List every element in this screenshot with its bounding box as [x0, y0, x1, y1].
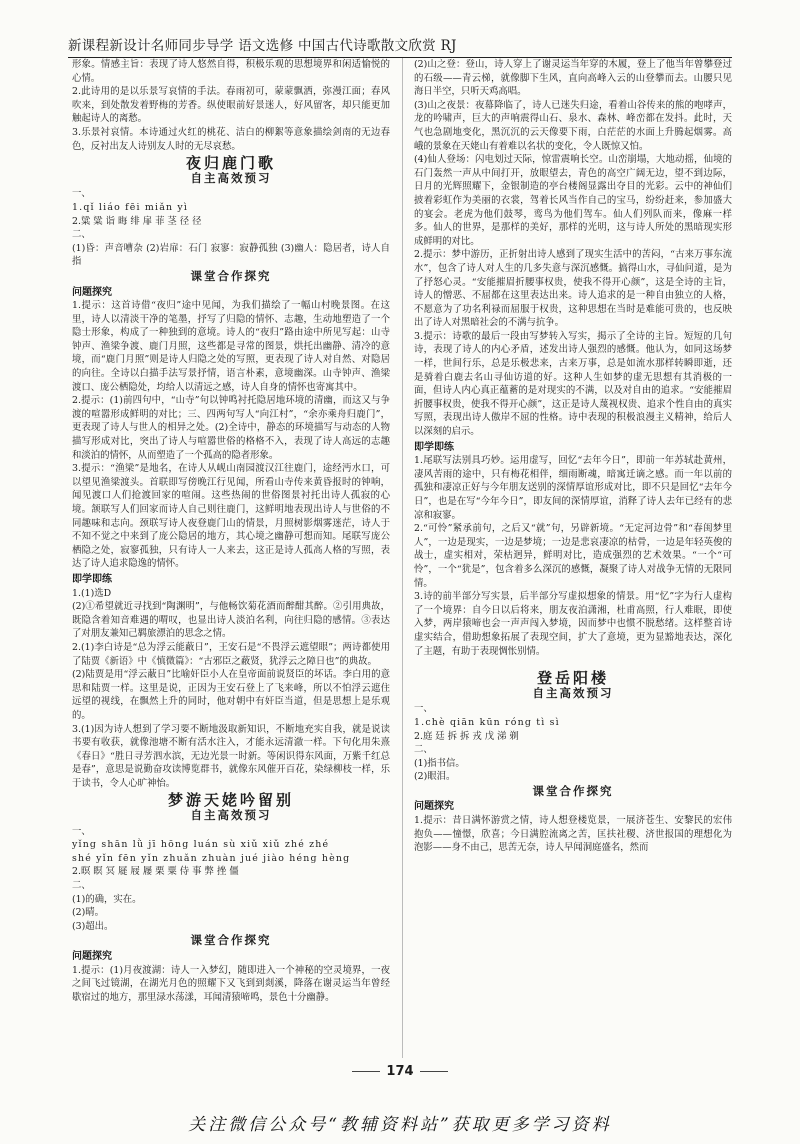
paragraph: 二、 — [72, 229, 91, 241]
page-number-text: 174 — [386, 1064, 414, 1079]
paragraph: 1.(1)选D — [72, 587, 112, 599]
question-heading: 问题探究 — [72, 286, 112, 298]
section-subtitle: 课堂合作探究 — [190, 933, 272, 948]
paragraph: 1.提示：(1)月夜渡湖：诗人一入梦幻，随即进入一个神秘的空灵境界，一夜之间飞过镜湖，在湖光月色的照耀下又飞到到剡溪，降落在谢灵运当年曾经歇宿过的地方，那里渌水荡漾，耳闻清猿啼鸣，景色十分幽静。 — [72, 964, 390, 1003]
paragraph: (3)超出。 — [72, 920, 114, 932]
paragraph: 2.“可怜”紧承前句，之后又“就”句，另辟新境。“无定河边骨”和“春闺梦里人”，一边是现实，一边是梦境；一边是悲哀凄凉的枯骨，一边是年轻英俊的战士，虚实相对，荣枯迥异，鲜明对比，造成强烈的艺术效果。“一个“可怜”，一个“犹是”，包含着多么深沉的感慨，凝聚了诗人对战争无情的无限同情。 — [414, 523, 732, 589]
page-header: 新课程新设计名师同步导学 语文选修 中国古代诗歌散文欣赏 RJ — [68, 34, 732, 58]
paragraph: 2.(1)李白诗是“总为浮云能蔽日”，王安石是“不畏浮云遮望眼”；两诗都使用了陆贾《新语》中《慎微篇》：“古邪臣之蔽贤，犹浮云之障日也”的典故。 — [72, 641, 390, 667]
page-number — [0, 1064, 800, 1079]
paragraph: 2.暝 瞑 冥 屣 屐 屦 栗 粟 侍 事 弊 挫 僵 — [72, 866, 239, 878]
paragraph: 2.庭 廷 拆 拆 戎 戊 涕 剃 — [414, 730, 519, 742]
drill-heading: 即学即练 — [72, 573, 112, 585]
paragraph: 3.(1)因为诗人想到了学习要不断地汲取新知识，不断地充实自我，就是说读书要有收获，就像池塘不断有活水注入，才能永远清澈一样。下句化用朱熹《春日》“胜日寻芳泗水滨，无边光景一时新。等闲识得东风面，万紫千红总是春”，意思是说勤奋攻读博览群书，就像东风催开百花，染绿柳枝一样，乐于读书，令人心旷神怡。 — [72, 723, 390, 789]
section-subtitle: 课堂合作探究 — [532, 783, 614, 798]
paragraph: 二、 — [414, 744, 433, 756]
paragraph: (1)指书信。 — [414, 757, 465, 769]
section-title: 夜归鹿门歌 — [185, 154, 276, 173]
paragraph: 形象。情感主旨：表现了诗人悠然自得，积极乐观的思想境界和闲适愉悦的心情。 — [72, 59, 390, 84]
pinyin-line: 1.qǐ liáo fēi miǎn yì — [72, 201, 189, 213]
paragraph: 一、 — [72, 188, 91, 200]
pinyin-line: shé yǐn fēn yǐn zhuǎn zhuàn jué jiào héng hèng — [72, 852, 351, 864]
question-heading: 问题探究 — [72, 951, 112, 962]
paragraph: 3.诗的前半部分写实景，后半部分写虚拟想象的情景。用“忆”字为行人虚构了一个境界：自今日以后将来，朋友夜泊潇湘，杜甫高照，行人难眠，即使入梦，两岸猿啼也会一声声闯入梦境，因而梦中也惯不脱愁绪。这样整首诗虚实结合，借助想象拓展了表现空间，扩大了意境，更为显豁地表达，深化了主题，有助于表现惆怅别情。 — [414, 591, 732, 657]
section-title: 梦游天姥吟留别 — [167, 791, 294, 810]
paragraph: (3)山之夜景：夜幕降临了，诗人已迷失归途，看着山谷传来的熊的咆哮声，龙的吟啸声，巨大的声响震得山石、泉水、森林、峰峦都在发抖。此时，天气也急剧地变化，黑沉沉的云天像要下雨，白茫茫的水面上升腾起烟雾。高峨的景象在天姥山有着难以名状的变化，令人既惊又怕。 — [414, 99, 732, 152]
paragraph: 3.提示：诗歌的最后一段由写梦转入写实，揭示了全诗的主旨。短短的几句诗，表现了诗人的内心矛盾，述发出诗人强烈的感慨。他认为，如同这场梦一样，世间行乐，总是乐极悲来，古来万事，总是如流水那样转瞬即逝，还是骑着白鹿去名山寻仙访道的好。这种人生如梦的虚无思想有其消极的一面，但诗人内心真正蕴蓄的是对现实的不满，以及对自由的追求。“安能摧眉折腰事权贵，使我不得开心颜”，这正是诗人蔑视权贵、追求个性自由的真实写照，表现出诗人傲岸不屈的性格。诗中表现的积极浪漫主义精神，给后人以深刻的启示。 — [414, 330, 732, 438]
intro-block — [72, 58, 390, 153]
pinyin-line: 1.chè qiān kūn róng tì sì — [414, 716, 560, 728]
paragraph: (4)仙人登场：闪电划过天际，惊雷震响长空。山峦崩塌，大地动摇，仙境的石门轰然一声从中间打开，放眼望去，青色的高空广阔无边，望不到边际，日月的光辉照耀下，金银制造的亭台楼阁显露出夺目的光彩。云中的神仙们披着彩虹作为美丽的衣裳，驾着长风当作自己的宝马，纷纷赶来，参加盛大的宴会。老虎为他们鼓琴，鸾鸟为他们驾车。仙人们列队而来，像麻一样多。仙人的世界，是那样的美好，那样的光明，这与诗人所处的黑暗现实形成鲜明的对比。 — [414, 154, 732, 247]
column-divider — [402, 58, 403, 1058]
footer-note: 关注微信公众号“教辅资料站”获取更多学习资料 — [188, 1115, 612, 1135]
section-title: 登岳阳楼 — [536, 669, 609, 688]
drill-heading: 即学即练 — [414, 441, 454, 453]
section-subtitle: 自主高效预习 — [190, 170, 272, 185]
paragraph: 2.提示：梦中游历，正折射出诗人感到了现实生活中的苦闷，“古来万事东流水”，包含了诗人对人生的几多失意与深沉感慨。搞得山水，寻仙问道，是为了抒怒心灵。“安能摧眉折腰事权贵，使我不得开心颜”，这是全诗的主旨，诗人的憎恶、不屈都在这里表达出来。诗人追求的是一种自由独立的人格，不愿意为了功名利禄而屈服于权贵，这种思想在当时是难能可贵的，也反映出了诗人对黑暗社会的不满与抗争。 — [414, 249, 732, 329]
pinyin-line: yǐng shān lǜ jī hōng luán sù xiǔ xiǔ zhé zhé — [72, 839, 330, 851]
paragraph: 1.提示：昔日满怀游赏之情，诗人想登楼览景，一展济苍生、安黎民的宏伟抱负——憧憬，欣喜；今日满腔流离之苦，匡扶社稷、济世报国的理想化为泡影——身不由己，思苦无奈，诗人早闻洞庭盛名，然而 — [414, 815, 732, 854]
paragraph: (2)陆贾是用“浮云蔽日”比喻奸臣小人在皇帝面前说贤臣的坏话。李白用的意思和陆贾一样。这里是说，正因为王安石登上了飞来峰，所以不怕浮云遮住远望的视线，在飘然上升的同时，他对朝中有奸臣当道，但是思想上是乐观的。 — [72, 669, 390, 721]
paragraph: 3.乐景衬哀情。本诗通过火红的桃花、洁白的柳絮等意象描绘剑南的无边春色，反衬出友人诗别友人时的无尽哀愁。 — [72, 126, 390, 152]
paragraph: 2.此诗用的是以乐景写哀情的手法。春雨初可，蒙蒙飘洒，弥漫江面；春风吹来，到处散发着野梅的芳香。纵使眼前好景迷人，好风留客，却只能更加触起诗人的离愁。 — [72, 86, 390, 125]
paragraph: (1)昏：声音嘈杂 (2)岩扉：石门 寂寥：寂静孤独 (3)幽人：隐居者，诗人自指 — [72, 242, 390, 268]
paragraph: 2.粱 粱 诣 晦 绯 扉 菲 茎 径 径 — [72, 215, 202, 227]
right-column — [414, 58, 732, 1058]
paragraph: 1.提示：这首诗借“夜归”途中见闻，为我们描绘了一幅山村晚景图。在这里，诗人以清淡干净的笔墨，抒写了归隐的情怀、志趣，生动地塑造了一个隐士形象，构成了一种独到的意境。诗人的“夜归”路由途中所见写起：山寺钟声、渔梁争渡、鹿门月照，这些都是寻常的图景，烘托出幽静、清冷的意境，而“鹿门月照”则是诗人归隐之处的写照，更表现了诗人对自然、对隐居的向往。全诗以白描手法写景抒情，语言朴素，意境幽深。山寺钟声、渔梁渡口、庞公栖隐处，均给人以清远之感，诗人自身的情怀也寄寓其中。 — [72, 300, 390, 393]
section-subtitle: 自主高效预习 — [532, 685, 614, 700]
paragraph: 一、 — [414, 703, 433, 715]
dash-left — [352, 1071, 380, 1072]
paragraph: 1.尾联写法别具巧妙。运用虚写，回忆“去年今日”，即前一年苏轼赴黄州，凄风苦雨的途中，只有梅花相伴，细雨断魂，暗寓迁谪之感。而一年以前的孤独和凄凉正好与今年朋友送别的深情厚谊形成对比，即不只是回忆“去年今日”，也是在写“今年今日”，即友间的深情厚谊，消释了诗人去年已经有的悲凉和寂寥。 — [414, 455, 732, 521]
paragraph: 3.提示：“渔梁”是地名，在诗人从岘山南园渡汉江往鹿门，途经沔水口，可以望见渔梁渡头。首联即写傍晚江行见闻，所看山寺传来黄昏报时的钟响，闻见渡口人们抢渡回家的喧闹。这些热闹的世俗图景衬托出诗人孤寂的心境。颔联写人们回家而诗人自己则往鹿门，这鲜明地表现出诗人与世俗的不同趣味和志向。颈联写诗人夜登鹿门山的情景，月照树影烟雾迷茫，诗人于不知不觉之中来到了庞公隐居的地方，其心境之幽静可想而知。尾联写庞公栖隐之处，寂寥孤独，只有诗人一人来去，这正是诗人孤高人格的写照，表达了诗人追求隐逸的情怀。 — [72, 463, 390, 570]
paragraph: (1)的确，实在。 — [72, 893, 142, 905]
section-subtitle: 课堂合作探究 — [190, 268, 272, 283]
paragraph: 2.提示：(1)前四句中，“山寺”句以钟鸣衬托隐居地环境的清幽，而这又与争渡的喧嚣形成鲜明的对比；三、四两句写人“向江村”，“余亦乘舟归鹿门”，更表现了诗人与世人的相异之处。(2)全诗中，静态的环境描写与动态的人物描写形成对比，突出了诗人与喧嚣世俗的格格不入，表现了诗人高远的志趣和淡泊的情怀，从而塑造了一个孤高的隐者形象。 — [72, 395, 390, 461]
paragraph: (2)晴。 — [72, 907, 105, 919]
paragraph: (2)①希望就近寻找到“陶渊明”，与他畅饮菊花酒而醉酣其醉。②引用典故，既隐含着知音难遇的喟叹，也显出诗人淡泊名利，向往归隐的感情。③表达了对朋友兼知己羁旅漂泊的思念之情。 — [72, 601, 390, 640]
paragraph: 二、 — [72, 880, 91, 892]
section-subtitle: 自主高效预习 — [190, 808, 272, 823]
left-column — [72, 58, 390, 1058]
dash-right — [420, 1071, 448, 1072]
question-heading: 问题探究 — [414, 801, 454, 813]
paragraph: (2)山之登：登山，诗人穿上了谢灵运当年穿的木履，登上了他当年曾攀登过的石级——青云梯，就像脚下生风，直向高峰入云的山登攀而去。山腰只见海日半空，只听天鸡高唱。 — [414, 59, 732, 98]
paragraph: (2)眼泪。 — [414, 771, 456, 783]
paragraph: 一、 — [72, 825, 91, 837]
